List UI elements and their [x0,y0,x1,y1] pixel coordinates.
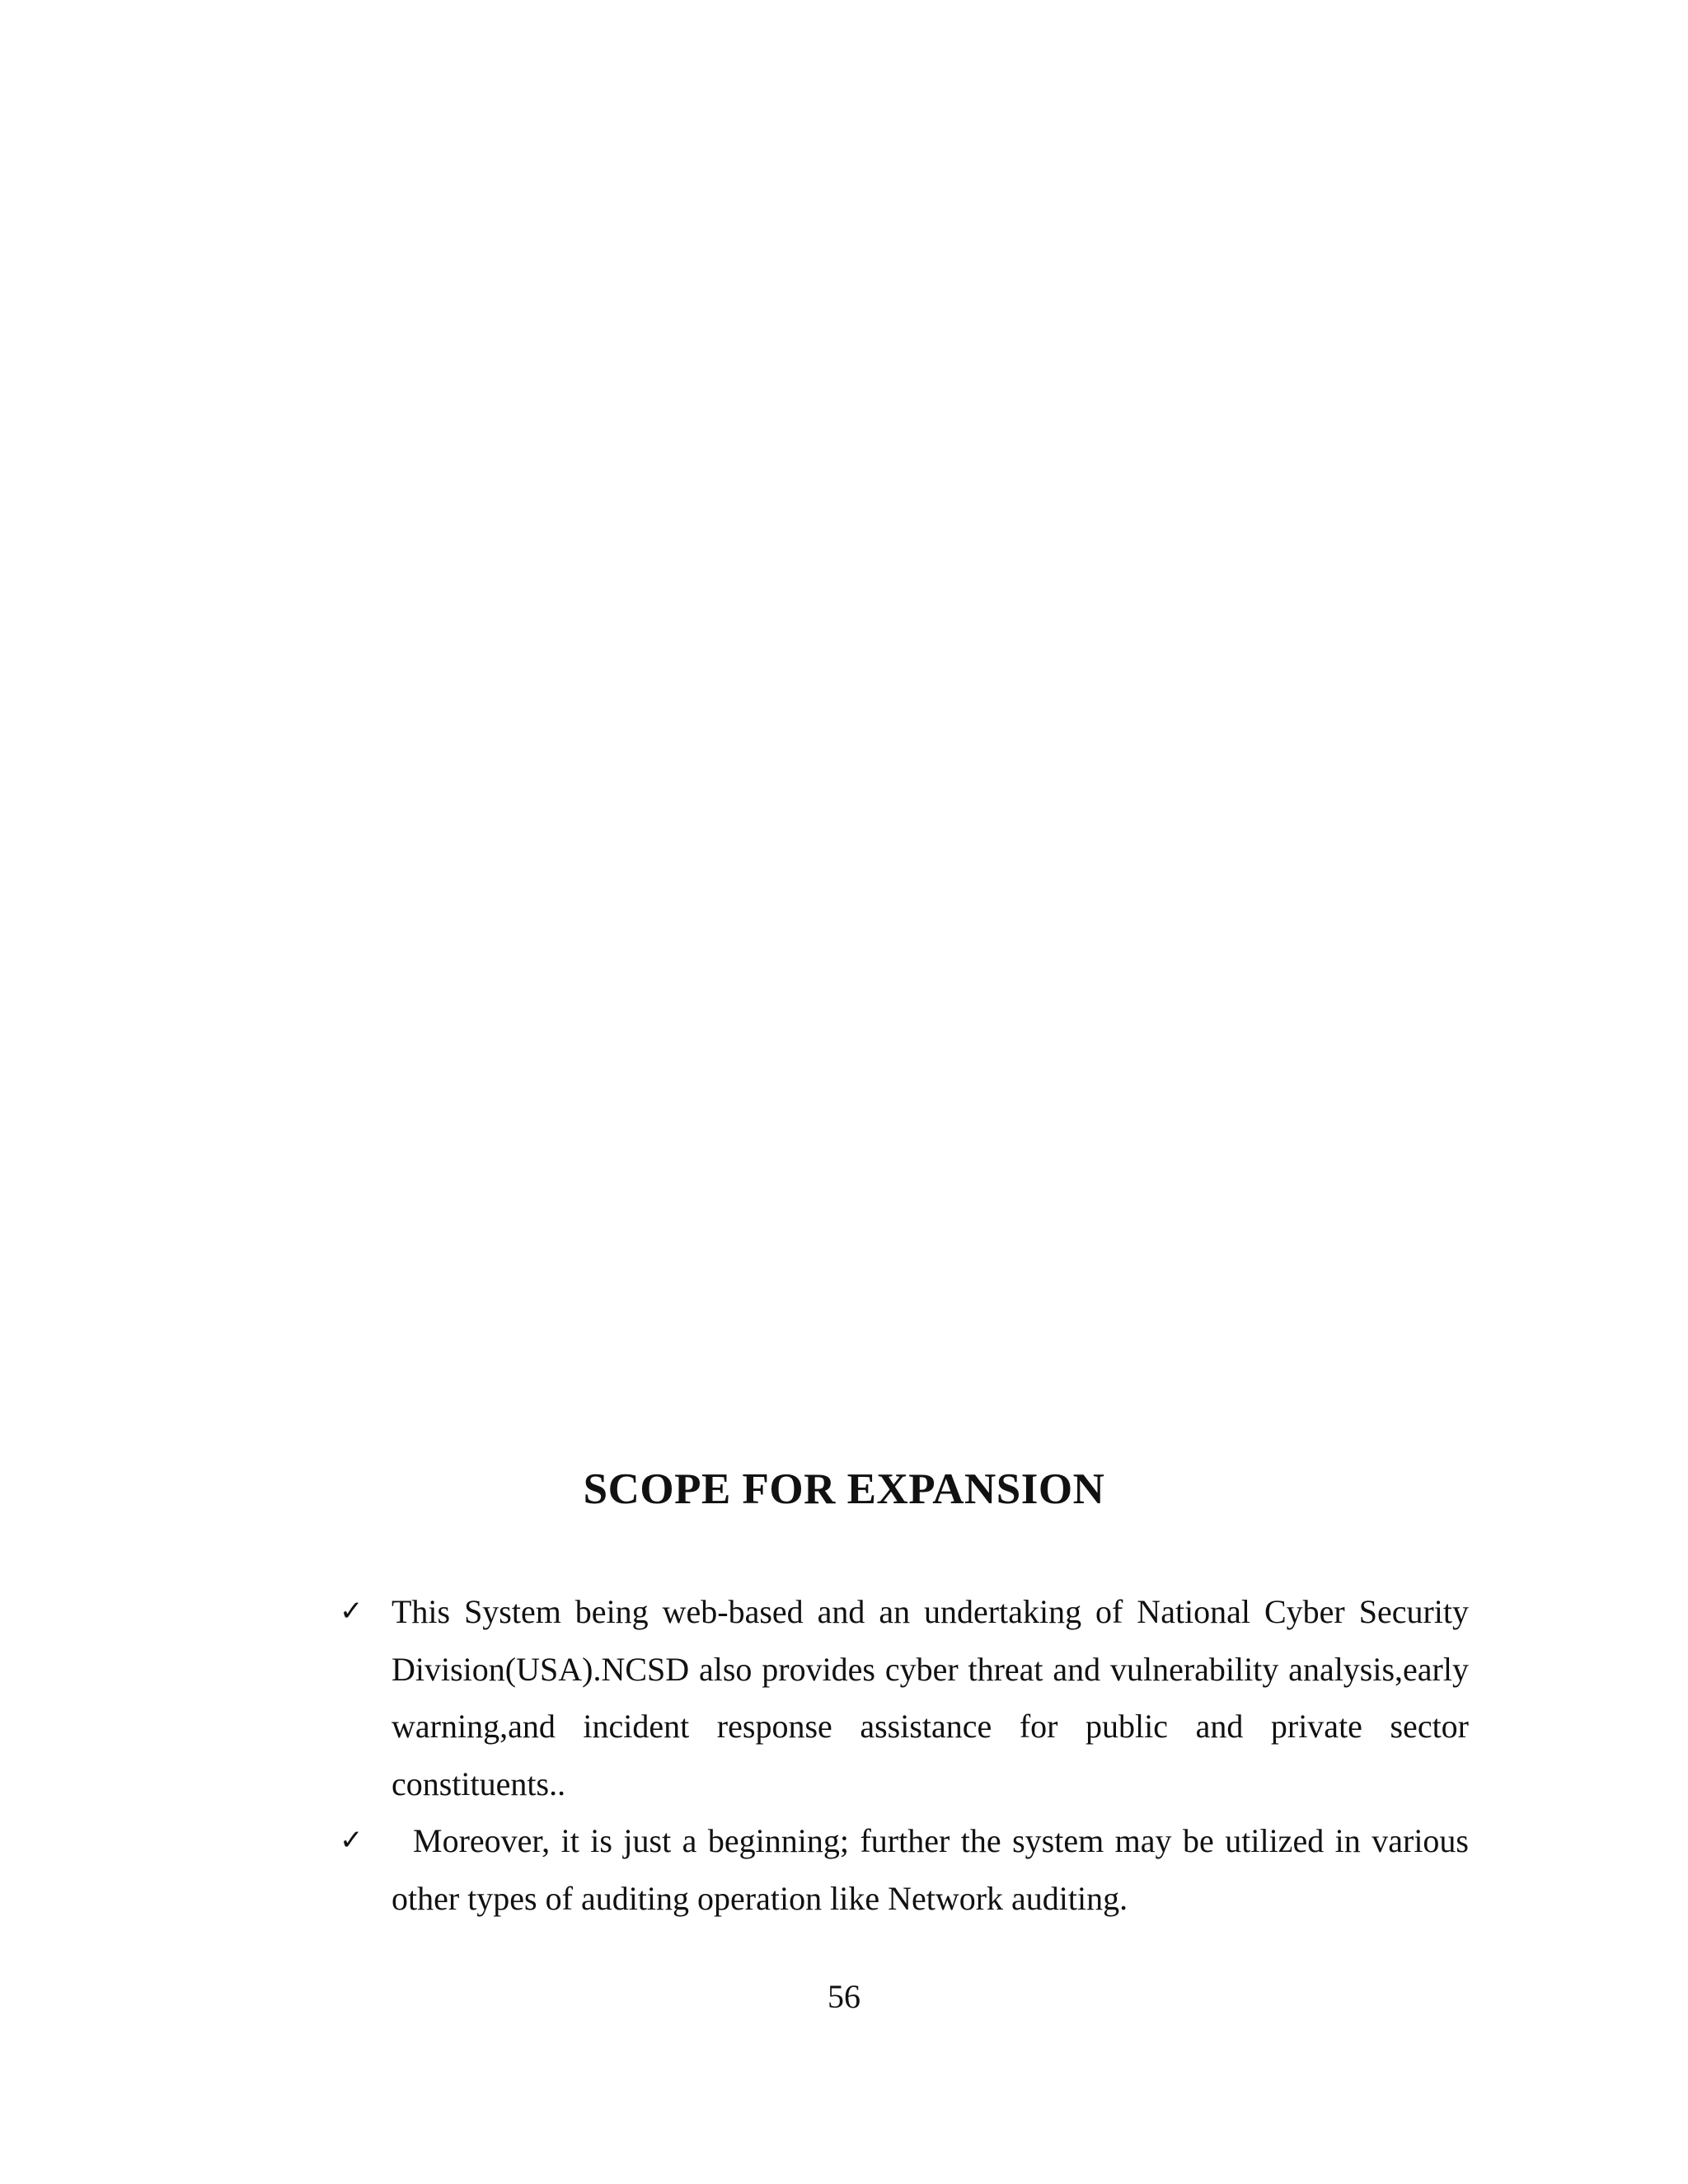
bullet-item [340,1812,1469,1927]
bullet-text: This System being web-based and an undertaking of National Cyber Security Division(USA).NCSD also provides cyber threat and vulnerability analysis,early warning,and incident response assistance for public and private sector constituents.. [392,1593,1469,1802]
bullet-text: Moreover, it is just a beginning; further the system may be utilized in various other types of auditing operation like Network auditing. [392,1822,1469,1917]
bullet-item [340,1583,1469,1812]
bullet-list [340,1583,1469,1927]
page-number: 56 [828,1978,860,2015]
page-title: SCOPE FOR EXPANSION [583,1465,1105,1513]
check-icon: ✓ [340,1595,363,1628]
check-icon: ✓ [340,1824,363,1857]
